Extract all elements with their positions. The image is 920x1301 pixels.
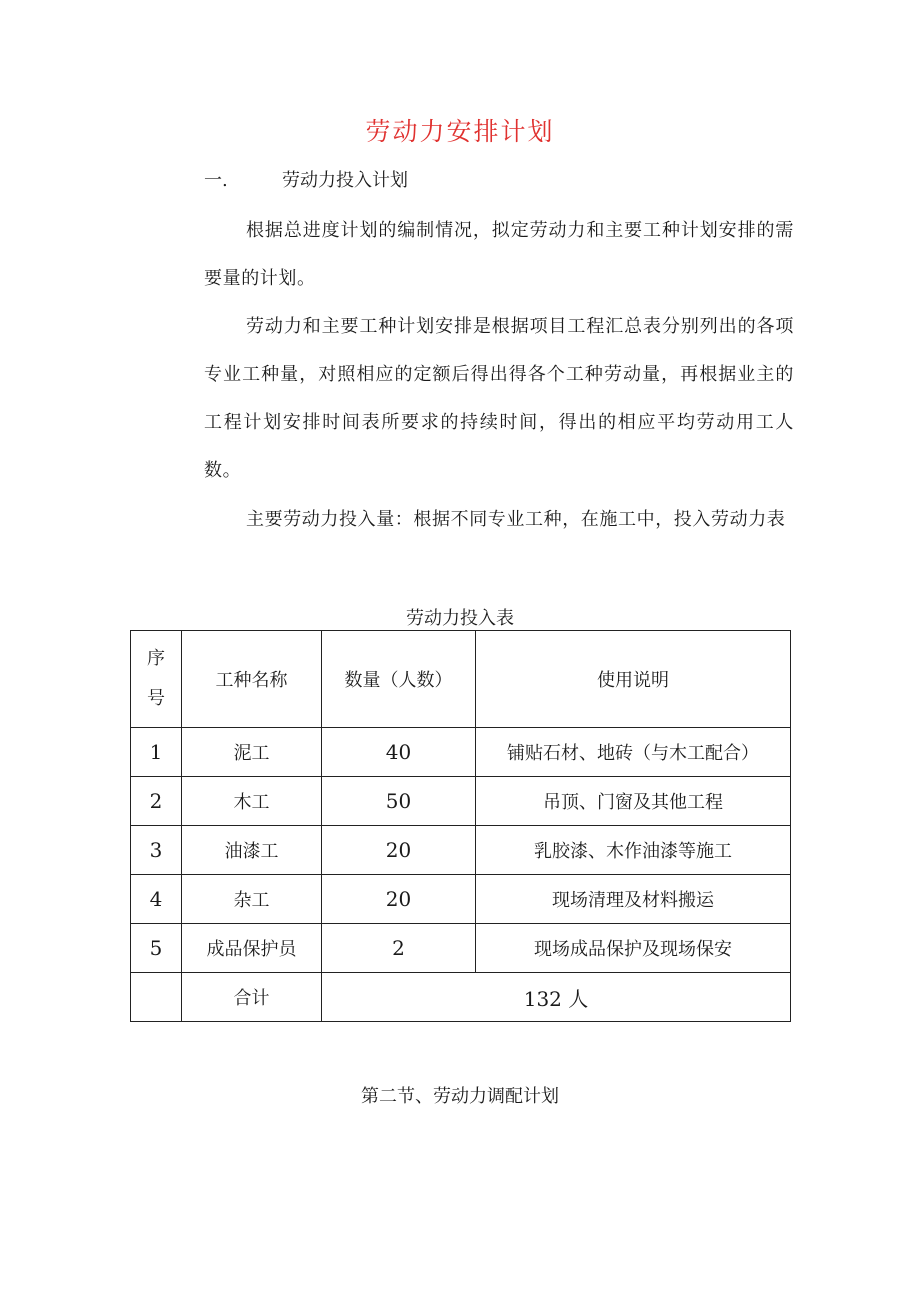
table-total-row <box>131 973 791 1022</box>
cell-empty <box>131 973 182 1022</box>
cell-trade: 泥工 <box>182 728 322 777</box>
cell-trade: 杂工 <box>182 875 322 924</box>
header-trade: 工种名称 <box>182 631 322 728</box>
cell-count: 40 <box>322 728 476 777</box>
paragraph: 劳动力和主要工种计划安排是根据项目工程汇总表分别列出的各项专业工种量，对照相应的定额后得出得各个工种劳动量，再根据业主的工程计划安排时间表所要求的持续时间，得出的相应平均劳动用工人数。 <box>204 316 794 481</box>
cell-trade: 成品保护员 <box>182 924 322 973</box>
table-row <box>131 826 791 875</box>
header-seq-line1: 序 <box>147 648 165 669</box>
section-number: 一. <box>204 170 228 191</box>
table-row <box>131 875 791 924</box>
paragraph: 主要劳动力投入量：根据不同专业工种，在施工中，投入劳动力表 <box>246 509 786 530</box>
section-heading <box>204 166 408 192</box>
cell-usage: 现场清理及材料搬运 <box>476 875 791 924</box>
cell-count: 50 <box>322 777 476 826</box>
total-label: 合计 <box>182 973 322 1022</box>
cell-seq: 5 <box>131 924 182 973</box>
cell-count: 2 <box>322 924 476 973</box>
table-caption: 劳动力投入表 <box>406 608 514 629</box>
cell-seq: 2 <box>131 777 182 826</box>
cell-seq: 3 <box>131 826 182 875</box>
cell-usage: 吊顶、门窗及其他工程 <box>476 777 791 826</box>
table-header-row <box>131 631 791 728</box>
page-title: 劳动力安排计划 <box>365 117 555 146</box>
cell-trade: 木工 <box>182 777 322 826</box>
header-seq-line2: 号 <box>147 688 165 709</box>
section-title: 劳动力投入计划 <box>282 170 408 191</box>
cell-count: 20 <box>322 826 476 875</box>
total-value: 132 人 <box>322 973 791 1022</box>
table-row <box>131 924 791 973</box>
cell-usage: 现场成品保护及现场保安 <box>476 924 791 973</box>
cell-usage: 乳胶漆、木作油漆等施工 <box>476 826 791 875</box>
paragraph: 根据总进度计划的编制情况，拟定劳动力和主要工种计划安排的需要量的计划。 <box>204 220 794 289</box>
header-count: 数量（人数） <box>322 631 476 728</box>
header-usage: 使用说明 <box>476 631 791 728</box>
cell-seq: 1 <box>131 728 182 777</box>
table-row <box>131 728 791 777</box>
header-seq <box>131 631 182 728</box>
table-row <box>131 777 791 826</box>
cell-usage: 铺贴石材、地砖（与木工配合） <box>476 728 791 777</box>
cell-trade: 油漆工 <box>182 826 322 875</box>
cell-count: 20 <box>322 875 476 924</box>
cell-seq: 4 <box>131 875 182 924</box>
section2-heading: 第二节、劳动力调配计划 <box>361 1086 559 1107</box>
labor-table <box>130 630 791 1022</box>
